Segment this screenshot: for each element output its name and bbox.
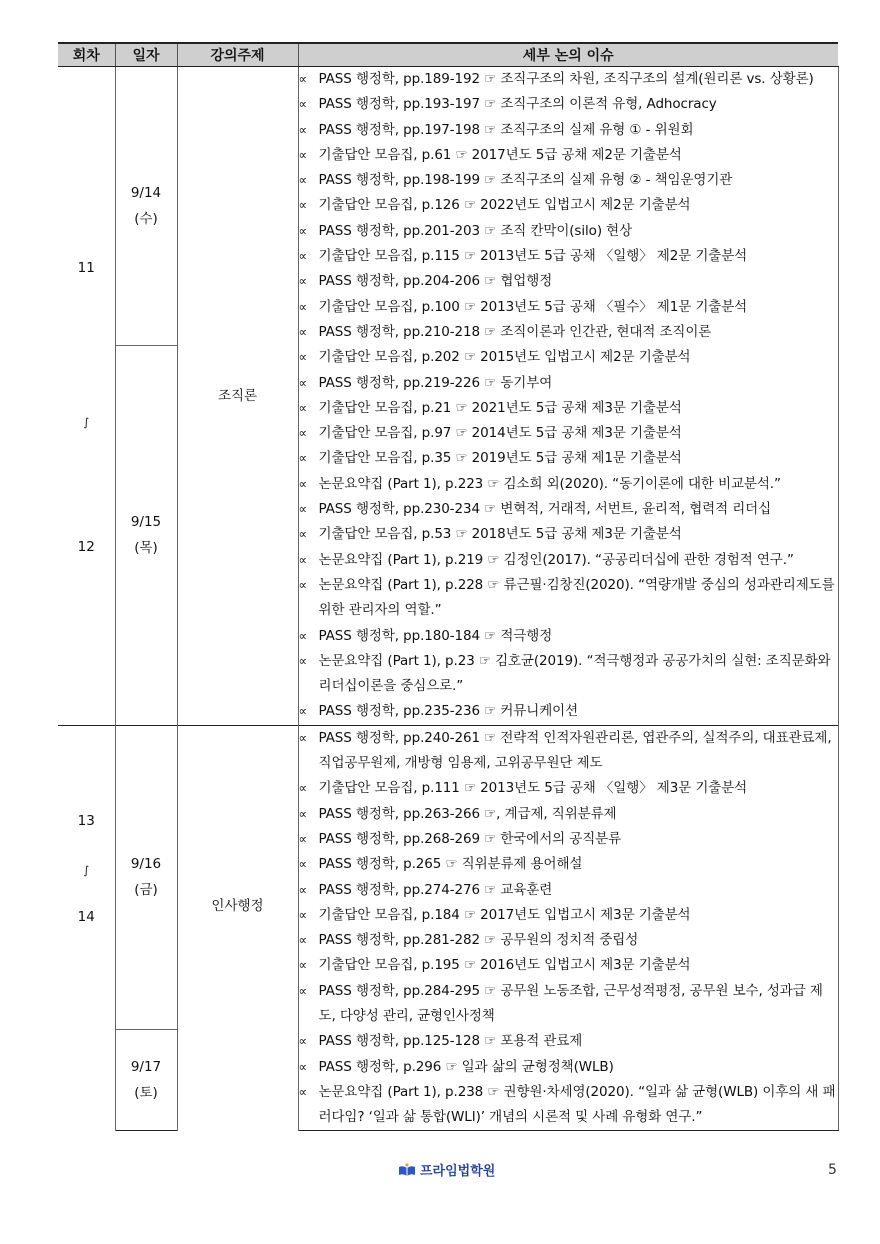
list-item: ∝ 기출답안 모음집, p.202 ☞ 2015년도 입법고시 제2문 기출분석 bbox=[299, 345, 838, 370]
list-item: ∝ 기출답안 모음집, p.35 ☞ 2019년도 5급 공채 제1문 기출분석 bbox=[299, 446, 838, 471]
list-item: ∝ PASS 행정학, pp.204-206 ☞ 협업행정 bbox=[299, 269, 838, 294]
list-item: ∝ PASS 행정학, pp.125-128 ☞ 포용적 관료제 bbox=[299, 1029, 838, 1054]
date-cell bbox=[115, 1029, 177, 1131]
details-cell bbox=[298, 725, 838, 1029]
weekday: (금) bbox=[134, 882, 158, 899]
page-number: 5 bbox=[828, 1162, 837, 1178]
session-cell bbox=[58, 67, 115, 726]
weekday: (목) bbox=[134, 540, 158, 557]
topic-label: 인사행정 bbox=[211, 898, 264, 915]
list-item: ∝ PASS 행정학, pp.268-269 ☞ 한국에서의 공직분류 bbox=[299, 827, 838, 852]
header-session: 회차 bbox=[58, 43, 115, 67]
list-item: ∝ PASS 행정학, p.265 ☞ 직위분류제 용어해설 bbox=[299, 852, 838, 877]
list-item: ∝ PASS 행정학, pp.180-184 ☞ 적극행정 bbox=[299, 624, 838, 649]
list-item: ∝ PASS 행정학, pp.263-266 ☞, 계급제, 직위분류제 bbox=[299, 802, 838, 827]
list-item: ∝ 기출답안 모음집, p.126 ☞ 2022년도 입법고시 제2문 기출분석 bbox=[299, 193, 838, 218]
table-row bbox=[58, 345, 838, 725]
session-number: 13 bbox=[77, 813, 95, 830]
topic-cell bbox=[177, 67, 298, 726]
list-item: ∝ PASS 행정학, pp.219-226 ☞ 동기부여 bbox=[299, 371, 838, 396]
weekday: (토) bbox=[134, 1085, 158, 1102]
list-item: ∝ 기출답안 모음집, p.111 ☞ 2013년도 5급 공채 〈일행〉 제3문 기출분석 bbox=[299, 776, 838, 801]
list-item: ∝ 논문요약집 (Part 1), p.238 ☞ 권향원·차세영(2020). “일과 삶 균형(WLB) 이후의 새 패러다임? ‘일과 삶 통합(WLI)’ 개념의 시론적 및 사례 유형화 연구.” bbox=[299, 1080, 838, 1131]
footer-logo bbox=[398, 1160, 495, 1179]
date: 9/15 bbox=[130, 514, 162, 531]
list-item: ∝ 논문요약집 (Part 1), p.23 ☞ 김호균(2019). “적극행정과 공공가치의 실현: 조직문화와 리더십이론을 중심으로.” bbox=[299, 649, 838, 700]
session-number: 12 bbox=[77, 538, 95, 555]
table-row bbox=[58, 1029, 838, 1131]
table-row bbox=[58, 67, 838, 346]
weekday: (수) bbox=[134, 210, 158, 227]
book-logo-icon bbox=[398, 1163, 416, 1177]
list-item: ∝ PASS 행정학, pp.201-203 ☞ 조직 칸막이(silo) 현상 bbox=[299, 219, 838, 244]
session-range-symbol: ∫ bbox=[83, 415, 90, 429]
table-header-row bbox=[58, 43, 838, 67]
list-item: ∝ 기출답안 모음집, p.21 ☞ 2021년도 5급 공채 제3문 기출분석 bbox=[299, 396, 838, 421]
header-topic: 강의주제 bbox=[177, 43, 298, 67]
date-cell bbox=[115, 345, 177, 725]
details-cell bbox=[298, 345, 838, 725]
session-cell bbox=[58, 725, 115, 1131]
list-item: ∝ 기출답안 모음집, p.115 ☞ 2013년도 5급 공채 〈일행〉 제2문 기출분석 bbox=[299, 244, 838, 269]
schedule-table bbox=[58, 42, 839, 1131]
item-list bbox=[299, 67, 838, 345]
header-date: 일자 bbox=[115, 43, 177, 67]
list-item: ∝ PASS 행정학, pp.193-197 ☞ 조직구조의 이론적 유형, Adhocracy bbox=[299, 92, 838, 117]
date-cell bbox=[115, 67, 177, 346]
topic-cell bbox=[177, 725, 298, 1131]
list-item: ∝ PASS 행정학, pp.189-192 ☞ 조직구조의 차원, 조직구조의 설계(원리론 vs. 상황론) bbox=[299, 67, 838, 92]
list-item: ∝ 논문요약집 (Part 1), p.228 ☞ 류근필·김창진(2020). “역량개발 중심의 성과관리제도를 위한 관리자의 역할.” bbox=[299, 573, 838, 624]
list-item: ∝ 논문요약집 (Part 1), p.219 ☞ 김정인(2017). “공공리더십에 관한 경험적 연구.” bbox=[299, 548, 838, 573]
list-item: ∝ 기출답안 모음집, p.53 ☞ 2018년도 5급 공채 제3문 기출분석 bbox=[299, 522, 838, 547]
list-item: ∝ 기출답안 모음집, p.100 ☞ 2013년도 5급 공채 〈필수〉 제1문 기출분석 bbox=[299, 295, 838, 320]
item-list bbox=[299, 1029, 838, 1130]
session-number: 14 bbox=[77, 909, 95, 926]
list-item: ∝ PASS 행정학, pp.210-218 ☞ 조직이론과 인간관, 현대적 조직이론 bbox=[299, 320, 838, 345]
item-list bbox=[299, 726, 838, 1030]
footer-logo-text: 프라임법학원 bbox=[420, 1164, 496, 1179]
list-item: ∝ PASS 행정학, pp.274-276 ☞ 교육훈련 bbox=[299, 878, 838, 903]
list-item: ∝ 기출답안 모음집, p.97 ☞ 2014년도 5급 공채 제3문 기출분석 bbox=[299, 421, 838, 446]
list-item: ∝ 논문요약집 (Part 1), p.223 ☞ 김소희 외(2020). “동기이론에 대한 비교분석.” bbox=[299, 472, 838, 497]
list-item: ∝ PASS 행정학, pp.230-234 ☞ 변혁적, 거래적, 서번트, 윤리적, 협력적 리더십 bbox=[299, 497, 838, 522]
list-item: ∝ PASS 행정학, pp.197-198 ☞ 조직구조의 실제 유형 ① - 위원회 bbox=[299, 118, 838, 143]
list-item: ∝ 기출답안 모음집, p.184 ☞ 2017년도 입법고시 제3문 기출분석 bbox=[299, 903, 838, 928]
list-item: ∝ PASS 행정학, pp.198-199 ☞ 조직구조의 실제 유형 ② - 책임운영기관 bbox=[299, 168, 838, 193]
list-item: ∝ PASS 행정학, p.296 ☞ 일과 삶의 균형정책(WLB) bbox=[299, 1055, 838, 1080]
date: 9/14 bbox=[130, 184, 162, 201]
date: 9/17 bbox=[130, 1059, 162, 1076]
list-item: ∝ 기출답안 모음집, p.195 ☞ 2016년도 입법고시 제3문 기출분석 bbox=[299, 953, 838, 978]
date-cell bbox=[115, 725, 177, 1029]
details-cell bbox=[298, 67, 838, 346]
session-number: 11 bbox=[77, 259, 95, 276]
list-item: ∝ 기출답안 모음집, p.61 ☞ 2017년도 5급 공채 제2문 기출분석 bbox=[299, 143, 838, 168]
details-cell bbox=[298, 1029, 838, 1131]
list-item: ∝ PASS 행정학, pp.240-261 ☞ 전략적 인적자원관리론, 엽관주의, 실적주의, 대표관료제, 직업공무원제, 개방형 임용제, 고위공무원단 제도 bbox=[299, 726, 838, 777]
list-item: ∝ PASS 행정학, pp.284-295 ☞ 공무원 노동조합, 근무성적평정, 공무원 보수, 성과급 제도, 다양성 관리, 균형인사정책 bbox=[299, 979, 838, 1030]
header-details: 세부 논의 이슈 bbox=[298, 43, 838, 67]
list-item: ∝ PASS 행정학, pp.281-282 ☞ 공무원의 정치적 중립성 bbox=[299, 928, 838, 953]
table-row bbox=[58, 725, 838, 1029]
session-range-symbol: ∫ bbox=[83, 864, 90, 878]
item-list bbox=[299, 345, 838, 724]
topic-label: 조직론 bbox=[217, 387, 258, 404]
list-item: ∝ PASS 행정학, pp.235-236 ☞ 커뮤니케이션 bbox=[299, 699, 838, 724]
date: 9/16 bbox=[130, 856, 162, 873]
